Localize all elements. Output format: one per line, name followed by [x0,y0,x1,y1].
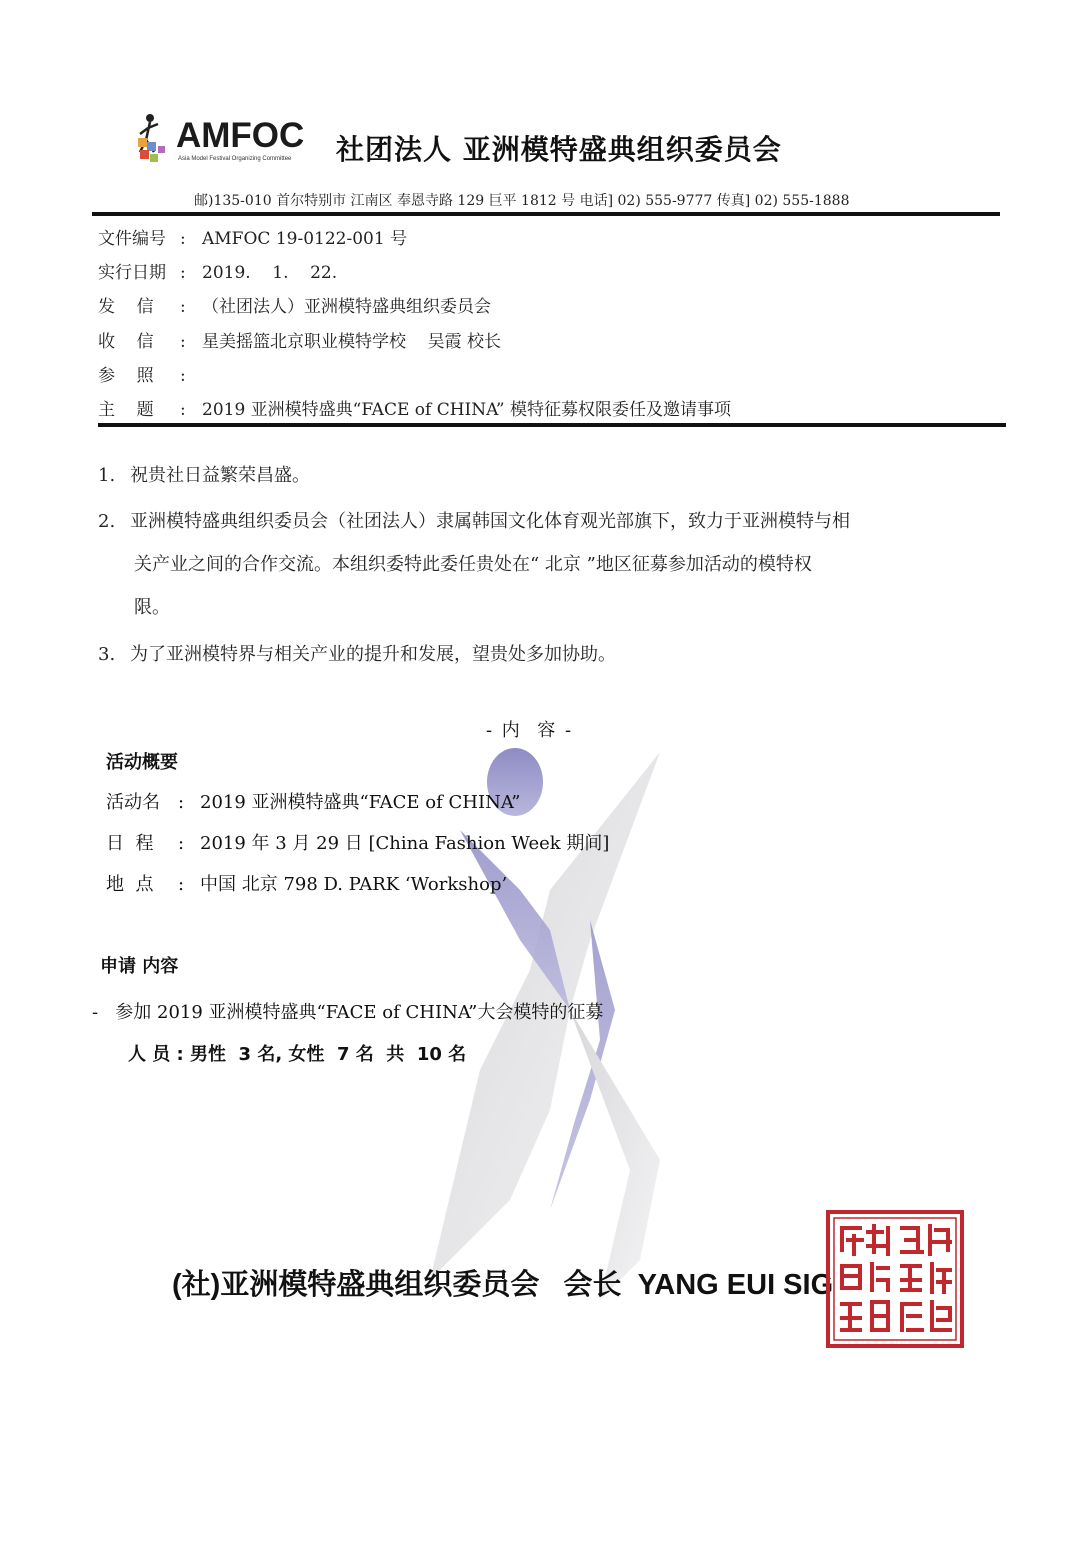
people-count: 人 员 : 男性 3 名, 女性 7 名 共 10 名 [128,1044,467,1065]
meta-row-subject: 主 题 : 2019 亚洲模特盛典“FACE of CHINA” 模特征募权限委任及邀请事项 [98,400,731,420]
meta-divider [98,423,1006,427]
meta-row-file-number: 文件编号 : AMFOC 19-0122-001 号 [98,229,408,249]
paragraph-1: 1. 祝贵社日益繁荣昌盛。 [98,465,310,486]
logo-wordmark: AMFOC [176,116,305,155]
paragraph-3: 3. 为了亚洲模特界与相关产业的提升和发展，望贵处多加协助。 [98,644,616,665]
address-line: 邮)135-010 首尔特别市 江南区 奉恩寺路 129 巨平 1812 号 电话] 02) 555-9777 传真] 02) 555-1888 [194,193,850,209]
logo-subtext: Asia Model Festival Organizing Committee [178,156,292,162]
section-title: - 内 容 - [486,720,574,741]
red-seal-stamp-icon [826,1210,964,1348]
meta-row-sender: 发 信 : （社团法人）亚洲模特盛典组织委员会 [98,297,491,317]
meta-row-reference: 参 照 : [98,366,186,386]
meta-row-date: 实行日期 : 2019. 1. 22. [98,263,338,283]
detail-row-event-name: 活动名 : 2019 亚洲模特盛典“FACE of CHINA” [106,792,521,813]
detail-row-schedule: 日 程 : 2019 年 3 月 29 日 [China Fashion Week 期间] [106,833,610,854]
paragraph-2: 2. 亚洲模特盛典组织委员会（社团法人）隶属韩国文化体育观光部旗下，致力于亚洲模特与相 关产业之间的合作交流。本组织委特此委任贵处在“ 北京 ”地区征募参加活动的模特权 限。 [98,511,850,618]
header-divider [92,212,1000,216]
organization-title: 社团法人 亚洲模特盛典组织委员会 [336,133,782,166]
detail-row-location: 地 点 : 中国 北京 798 D. PARK ‘Workshop’ [106,874,508,895]
apply-item: - 参加 2019 亚洲模特盛典“FACE of CHINA”大会模特的征募 [92,1002,604,1023]
signature-line: (社)亚洲模特盛典组织委员会 会长 YANG EUI SIG [172,1269,834,1301]
overview-heading: 活动概要 [106,752,178,773]
apply-heading: 申请 内容 [100,956,179,977]
meta-row-recipient: 收 信 : 星美摇篮北京职业模特学校 吴霞 校长 [98,332,502,352]
